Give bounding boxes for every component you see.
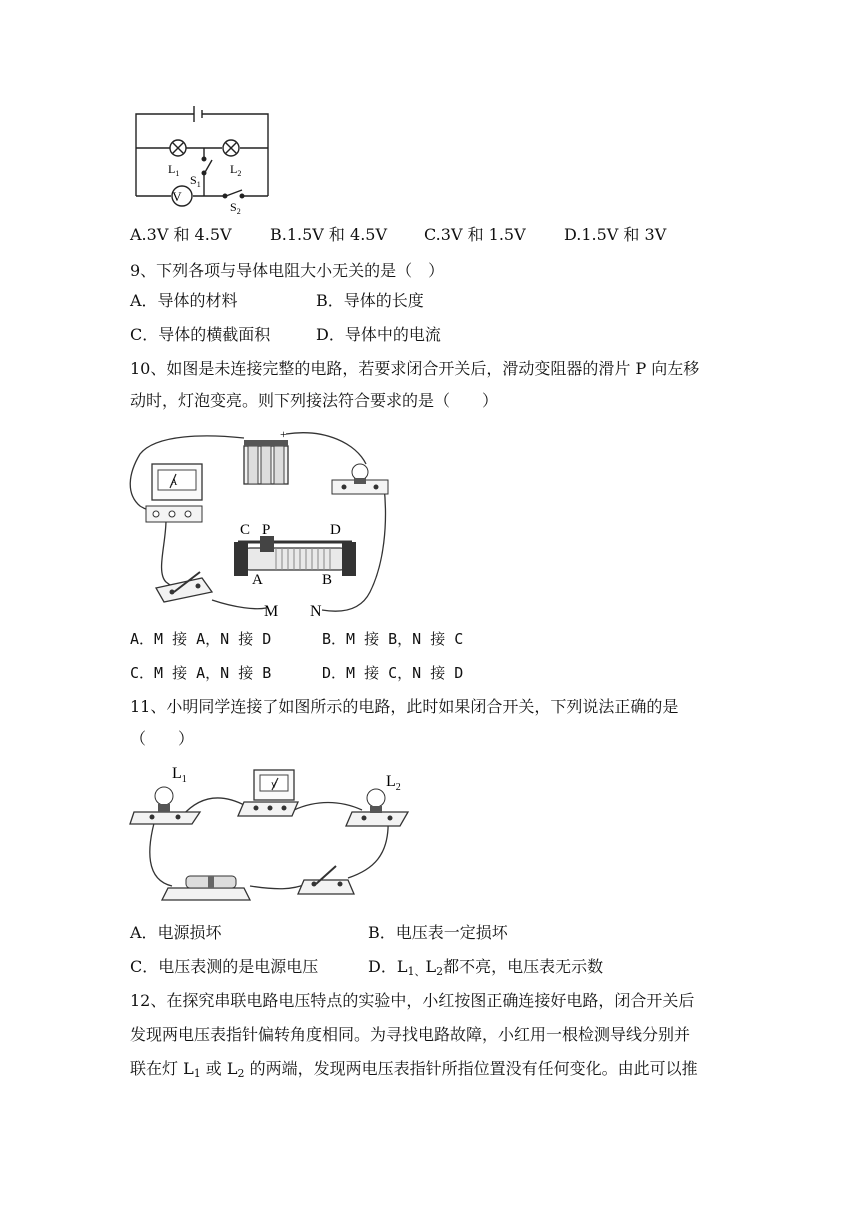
- q10-wire-n: N: [310, 603, 322, 620]
- q11-battery-icon: [162, 876, 250, 900]
- q11-option-d: D．$L_{1、}L_2$都不亮，电压表无示数: [368, 957, 604, 978]
- q10-terminal-a: A: [252, 572, 263, 588]
- q8-voltmeter-label: V: [172, 189, 182, 204]
- q8-switch1-label: $S_1$: [190, 173, 201, 189]
- q8-circuit-diagram: [126, 100, 286, 216]
- q10-ammeter-label: A: [170, 477, 178, 487]
- q10-battery-icon: [244, 440, 288, 484]
- q10-stem-line2: 动时，灯泡变亮。则下列接法符合要求的是（ ）: [130, 391, 499, 410]
- q11-option-a: A．电源损坏: [130, 923, 222, 942]
- q9-stem: 9、下列各项与导体电阻大小无关的是（ ）: [130, 261, 445, 280]
- q10-ammeter-icon: [146, 464, 202, 522]
- q11-option-b: B．电压表一定损坏: [368, 923, 508, 942]
- q12-line2: 发现两电压表指针偏转角度相同。为寻找电路故障，小红用一根检测导线分别并: [130, 1025, 691, 1044]
- q9-option-b: B．导体的长度: [316, 291, 424, 310]
- q10-lamp-icon: [332, 464, 388, 494]
- q12-line3: 联在灯 $L_1$ 或 $L_2$ 的两端，发现两电压表指针所指位置没有任何变化。由此可以推: [130, 1059, 698, 1080]
- q11-circuit-figure: [126, 760, 416, 910]
- q10-option-d: D．M 接 C，N 接 D: [322, 664, 464, 682]
- q9-option-d: D．导体中的电流: [316, 325, 441, 344]
- q10-rheostat-icon: [234, 536, 356, 576]
- q11-stem-line1: 11、小明同学连接了如图所示的电路，此时如果闭合开关，下列说法正确的是: [130, 697, 679, 716]
- q11-switch-icon: [298, 866, 354, 894]
- q10-stem-line1: 10、如图是未连接完整的电路，若要求闭合开关后，滑动变阻器的滑片 P 向左移: [130, 359, 700, 378]
- q10-option-b: B．M 接 B，N 接 C: [322, 630, 464, 648]
- q10-terminal-d: D: [330, 522, 341, 538]
- q10-wire-m: M: [264, 603, 279, 620]
- q8-switch2-label: $S_2$: [230, 200, 241, 216]
- q11-lamp1-icon: [130, 787, 200, 824]
- q10-option-c: C．M 接 A，N 接 B: [130, 664, 272, 682]
- q8-option-c: C.3V 和 1.5V: [424, 225, 526, 244]
- q8-option-a: A.3V 和 4.5V: [130, 225, 232, 244]
- q10-plus-label: +: [280, 427, 287, 441]
- q11-stem-line2: （ ）: [130, 729, 195, 748]
- q8-option-b: B.1.5V 和 4.5V: [270, 225, 388, 244]
- q10-option-a: A．M 接 A，N 接 D: [130, 630, 272, 648]
- q11-option-c: C．电压表测的是电源电压: [130, 957, 319, 976]
- q11-voltmeter-icon: [238, 770, 298, 816]
- q9-option-c: C．导体的横截面积: [130, 325, 271, 344]
- q9-option-a: A．导体的材料: [130, 291, 238, 310]
- q10-switch-icon: [156, 572, 212, 602]
- q8-lamp1-label: $L_1$: [168, 162, 180, 178]
- q8-option-d: D.1.5V 和 3V: [564, 225, 667, 244]
- q11-lamp2-label: $L_2$: [386, 773, 401, 793]
- q11-voltmeter-label: V: [271, 781, 277, 790]
- q10-terminal-c: C: [240, 522, 251, 538]
- q10-terminal-b: B: [322, 572, 333, 588]
- q11-lamp1-label: $L_1$: [172, 765, 187, 785]
- q10-circuit-figure: [126, 424, 396, 620]
- q12-line1: 12、在探究串联电路电压特点的实验中，小红按图正确连接好电路，闭合开关后: [130, 991, 695, 1010]
- q8-lamp2-label: $L_2$: [230, 162, 242, 178]
- q10-slider-p: P: [262, 522, 271, 538]
